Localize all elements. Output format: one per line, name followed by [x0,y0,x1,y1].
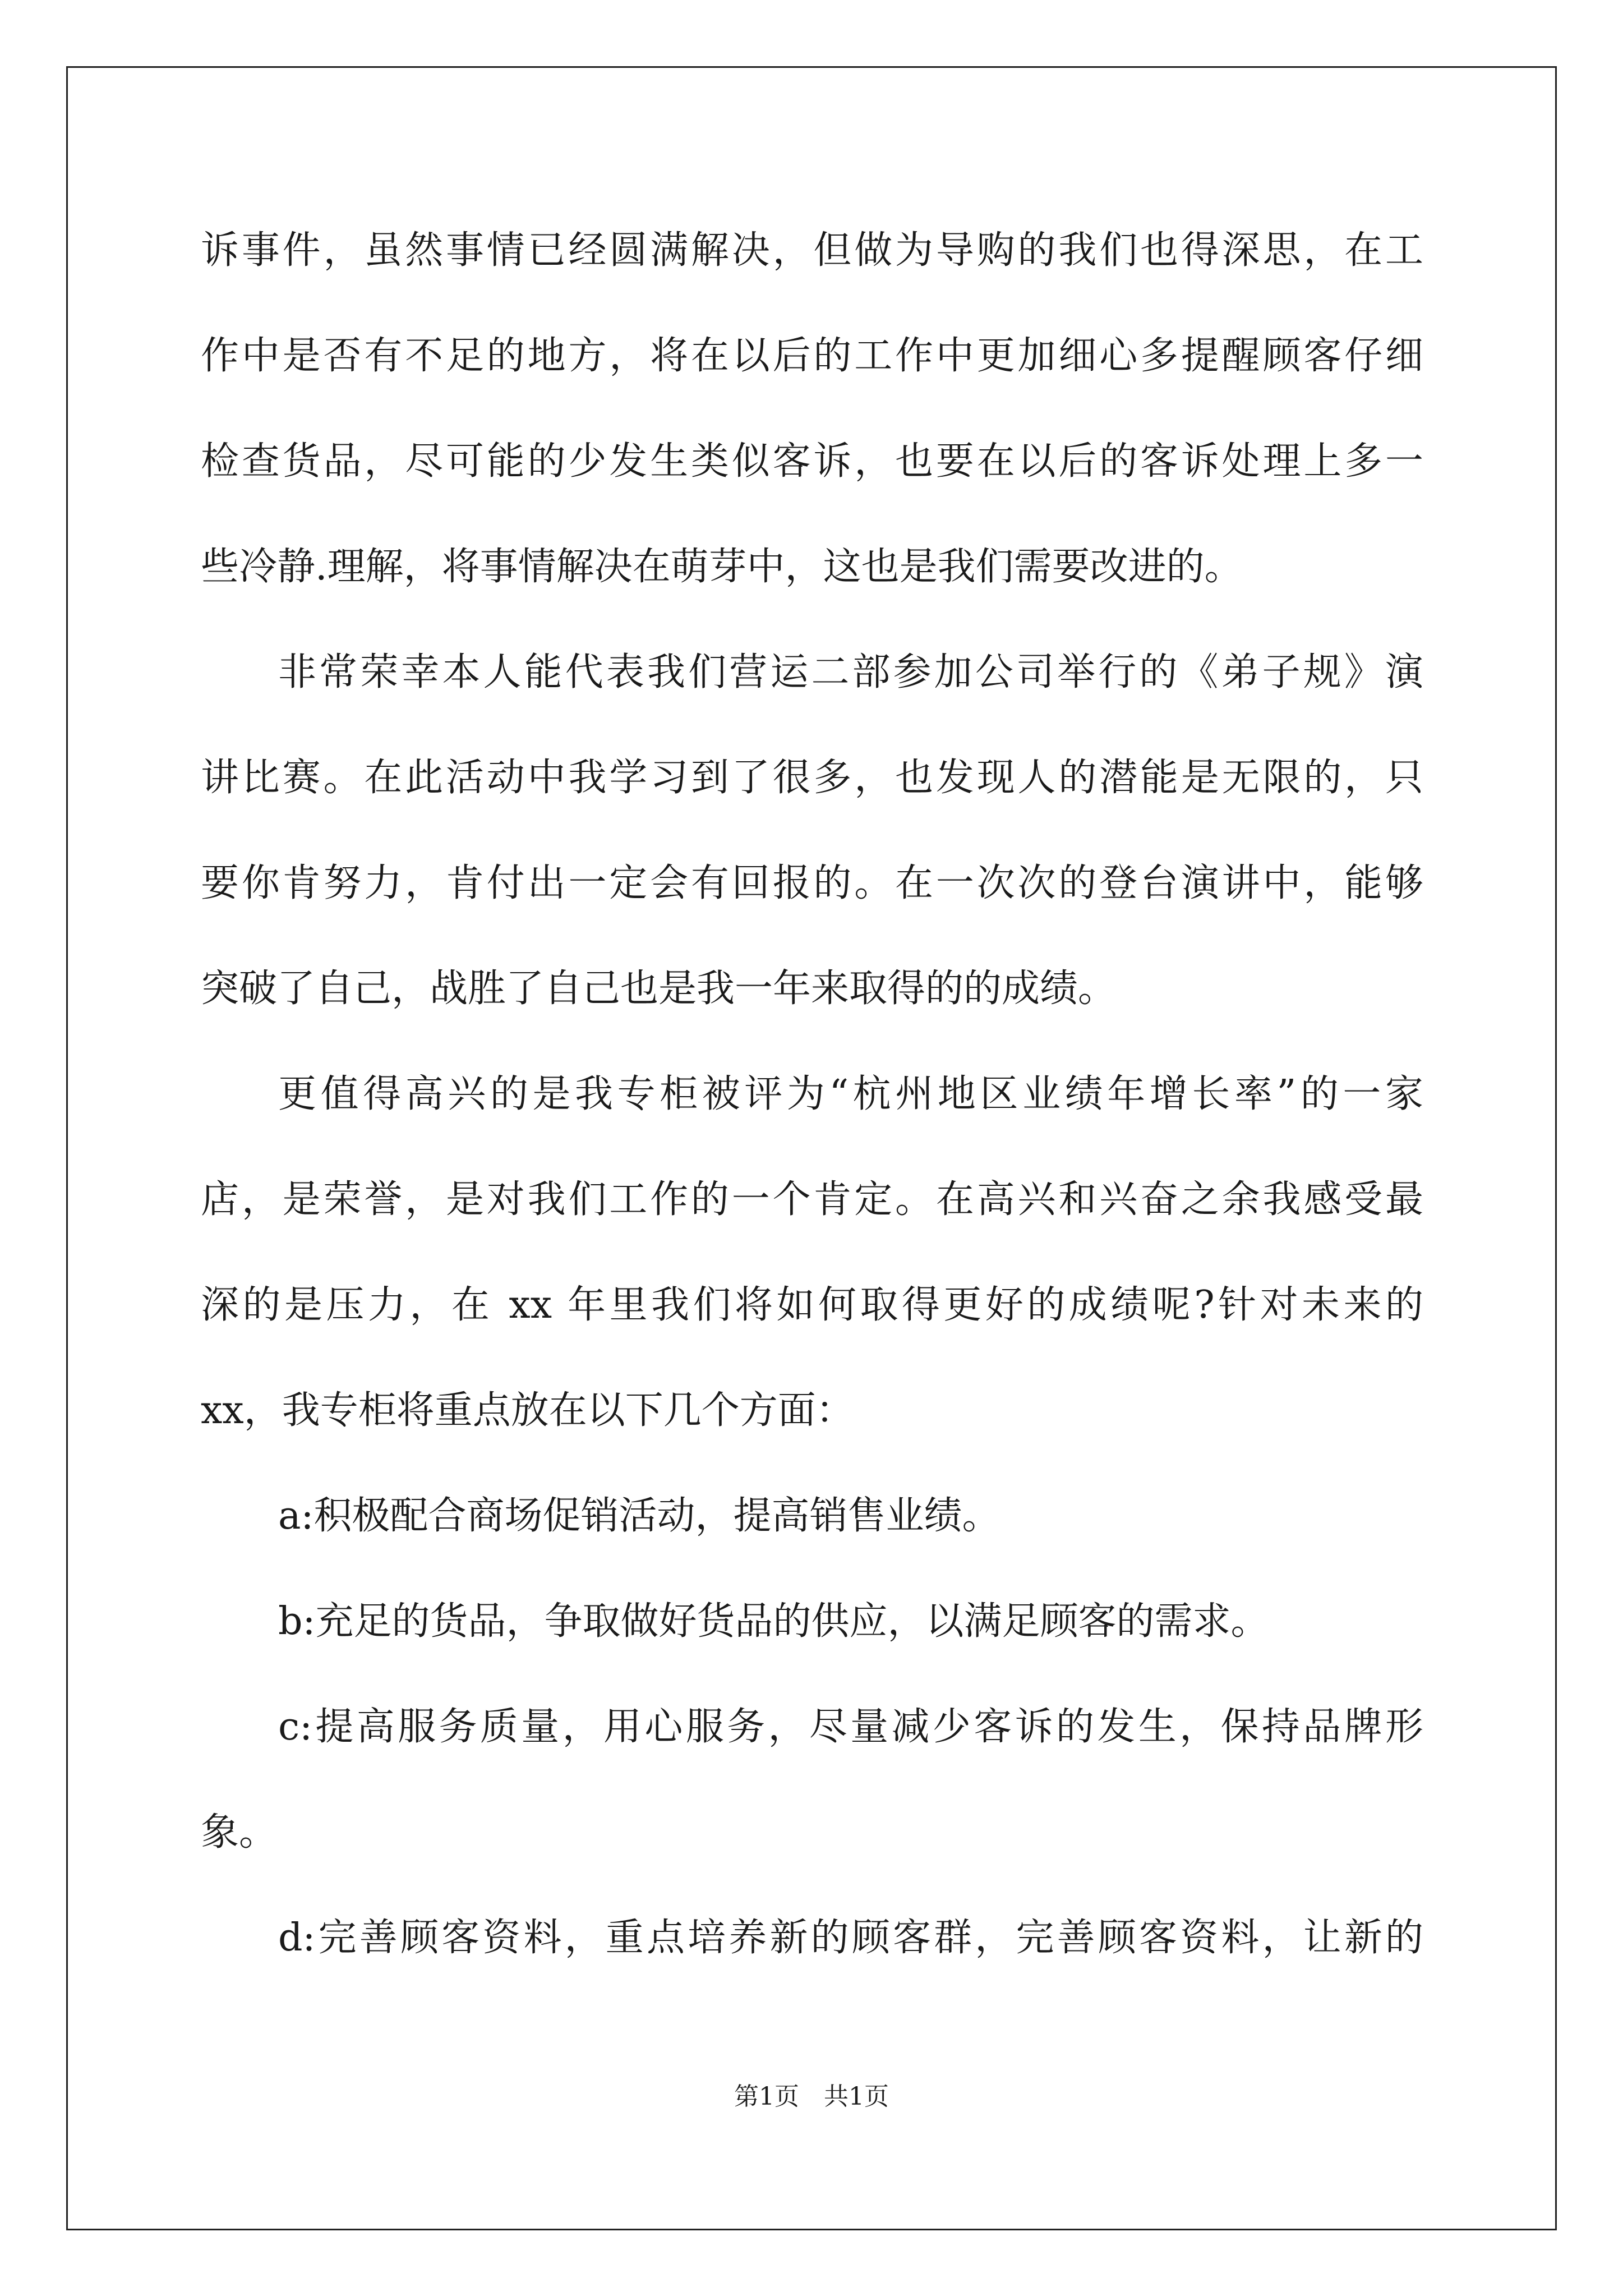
list-item: b:充足的货品，争取做好货品的供应，以满足顾客的需求。 [278,1599,1269,1644]
page-footer [0,2080,1623,2114]
text-line: 讲比赛。在此活动中我学习到了很多，也发现人的潜能是无限的，只 [201,756,1423,800]
list-item: d:完善顾客资料，重点培养新的顾客群，完善顾客资料，让新的 [278,1916,1423,1960]
text-line: 非常荣幸本人能代表我们营运二部参加公司举行的《弟子规》演 [278,650,1423,694]
page-number-total: 共1页 [824,2082,889,2111]
text-line: 突破了自己，战胜了自己也是我一年来取得的的成绩。 [201,967,1117,1011]
text-line: 深的是压力，在 xx 年里我们将如何取得更好的成绩呢?针对未来的 [201,1283,1423,1327]
text-line: 要你肯努力，肯付出一定会有回报的。在一次次的登台演讲中，能够 [201,861,1423,905]
text-line: 作中是否有不足的地方，将在以后的工作中更加细心多提醒顾客仔细 [201,334,1423,378]
text-line: 象。 [201,1810,278,1855]
list-item: c:提高服务质量，用心服务，尽量减少客诉的发生，保持品牌形 [278,1705,1423,1749]
text-line: 检查货品，尽可能的少发生类似客诉，也要在以后的客诉处理上多一 [201,439,1423,484]
text-line: 店，是荣誉，是对我们工作的一个肯定。在高兴和兴奋之余我感受最 [201,1177,1423,1222]
text-line: 些冷静.理解，将事情解决在萌芽中，这也是我们需要改进的。 [201,545,1243,589]
list-item: a:积极配合商场促销活动，提高销售业绩。 [278,1494,1000,1538]
text-line: xx，我专柜将重点放在以下几个方面： [201,1388,854,1433]
text-line: 更值得高兴的是我专柜被评为“杭州地区业绩年增长率”的一家 [278,1072,1423,1116]
page-border [66,66,1557,2230]
page-number-current: 第1页 [734,2082,799,2111]
text-line: 诉事件，虽然事情已经圆满解决，但做为导购的我们也得深思，在工 [201,228,1423,273]
